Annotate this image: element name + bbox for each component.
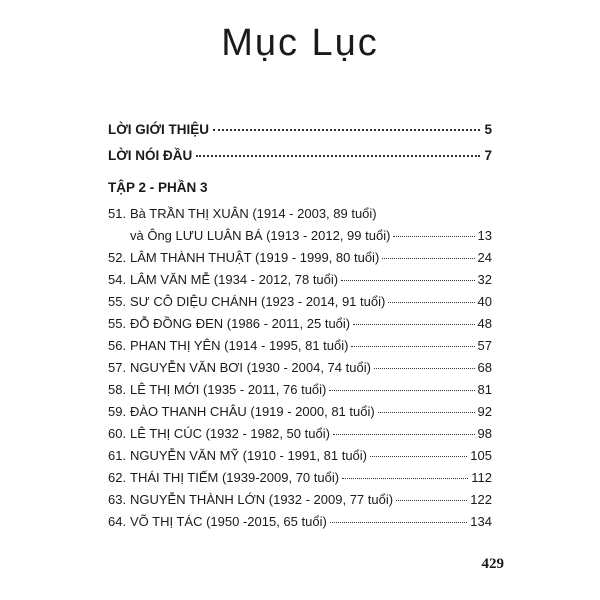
toc-entry-number: 54. (108, 272, 127, 287)
dot-leader (382, 258, 474, 259)
toc-entry-title: VÕ THỊ TÁC (1950 -2015, 65 tuổi) (130, 514, 327, 529)
toc-entry-page: 92 (477, 404, 492, 419)
toc-entry (108, 294, 492, 309)
toc-entry (108, 206, 492, 221)
toc-entry-page: 57 (477, 338, 492, 353)
dot-leader (330, 522, 468, 523)
toc-entry-number: 63. (108, 492, 127, 507)
section-heading: TẬP 2 - PHẦN 3 (108, 180, 208, 195)
dot-leader (351, 346, 474, 347)
toc-entry-title: LÊ THỊ MỚI (1935 - 2011, 76 tuổi) (130, 382, 327, 397)
dot-leader (213, 129, 480, 131)
toc-entry-number: 61. (108, 448, 127, 463)
toc-entry-page: 122 (470, 492, 492, 507)
toc-entry-number: 56. (108, 338, 127, 353)
dot-leader (196, 155, 480, 157)
toc-entry-number: 51. (108, 206, 127, 221)
dot-leader (333, 434, 475, 435)
toc-entry-number: 52. (108, 250, 127, 265)
dot-leader (388, 302, 474, 303)
dot-leader (396, 500, 467, 501)
toc-entry (108, 250, 492, 265)
toc-entry-continuation (108, 228, 492, 243)
dot-leader (353, 324, 474, 325)
toc-entry-page: 48 (477, 316, 492, 331)
toc-front-item-introduction (108, 122, 492, 137)
toc-entry (108, 404, 492, 419)
toc-entry-number: 55. (108, 316, 127, 331)
toc-entry-title: ĐÀO THANH CHÂU (1919 - 2000, 81 tuổi) (130, 404, 375, 419)
toc-entry-title: NGUYỄN VĂN MỸ (1910 - 1991, 81 tuổi) (130, 448, 367, 463)
toc-front-label: LỜI NÓI ĐẦU (108, 148, 193, 163)
toc-entry (108, 492, 492, 507)
toc-entry-page: 98 (477, 426, 492, 441)
toc-front-page: 7 (484, 148, 492, 163)
toc-entry (108, 426, 492, 441)
toc-entry (108, 514, 492, 529)
toc-entry-number: 64. (108, 514, 127, 529)
dot-leader (393, 236, 474, 237)
toc-entry (108, 470, 492, 485)
toc-front-label: LỜI GIỚI THIỆU (108, 122, 210, 137)
toc-entry-page: 112 (471, 470, 492, 485)
toc-entry-number: 55. (108, 294, 127, 309)
toc-entry-title: PHAN THỊ YÊN (1914 - 1995, 81 tuổi) (130, 338, 349, 353)
toc-front-item-preface (108, 148, 492, 163)
toc-entry-title: NGUYỄN VĂN BƠI (1930 - 2004, 74 tuổi) (130, 360, 371, 375)
toc-entry-title: LÂM VĂN MỄ (1934 - 2012, 78 tuổi) (130, 272, 339, 287)
toc-entry (108, 382, 492, 397)
toc-entry (108, 338, 492, 353)
toc-entry-title: LÊ THỊ CÚC (1932 - 1982, 50 tuổi) (130, 426, 330, 441)
dot-leader (370, 456, 467, 457)
toc-entry-number: 60. (108, 426, 127, 441)
toc-entry-page: 24 (477, 250, 492, 265)
dot-leader (341, 280, 474, 281)
toc-entry-page: 81 (477, 382, 492, 397)
dot-leader (342, 478, 468, 479)
toc-entry-page: 13 (477, 228, 492, 243)
dot-leader (378, 412, 475, 413)
toc-entry-title: NGUYỄN THÀNH LỚN (1932 - 2009, 77 tuổi) (130, 492, 394, 507)
toc-entry-page: 32 (477, 272, 492, 287)
page-number: 429 (481, 556, 504, 572)
toc-entry-title: ĐỖ ĐỒNG ĐEN (1986 - 2011, 25 tuổi) (130, 316, 351, 331)
toc-entry-page: 68 (477, 360, 492, 375)
toc-entry-title-continued: và Ông LƯU LUÂN BÁ (1913 - 2012, 99 tuổi) (130, 228, 391, 243)
toc-entry-page: 105 (470, 448, 492, 463)
toc-entry (108, 272, 492, 287)
toc-entry-title: LÂM THÀNH THUẬT (1919 - 1999, 80 tuổi) (130, 250, 380, 265)
toc-entry-title: SƯ CÔ DIỆU CHÁNH (1923 - 2014, 91 tuổi) (130, 294, 386, 309)
toc-entry (108, 316, 492, 331)
toc-entry-title: THÁI THỊ TIẾM (1939-2009, 70 tuổi) (130, 470, 340, 485)
toc-entry-page: 134 (470, 514, 492, 529)
toc-entry (108, 448, 492, 463)
toc-entry-title: Bà TRẦN THỊ XUÂN (1914 - 2003, 89 tuổi) (130, 206, 377, 221)
toc-entry-number: 59. (108, 404, 127, 419)
page-title: Mục Lục (221, 22, 379, 64)
dot-leader (374, 368, 475, 369)
dot-leader (329, 390, 474, 391)
toc-entry-number: 62. (108, 470, 127, 485)
toc-front-page: 5 (484, 122, 492, 137)
toc-entry-number: 58. (108, 382, 127, 397)
toc-entry (108, 360, 492, 375)
toc-entry-number: 57. (108, 360, 127, 375)
toc-entry-page: 40 (477, 294, 492, 309)
